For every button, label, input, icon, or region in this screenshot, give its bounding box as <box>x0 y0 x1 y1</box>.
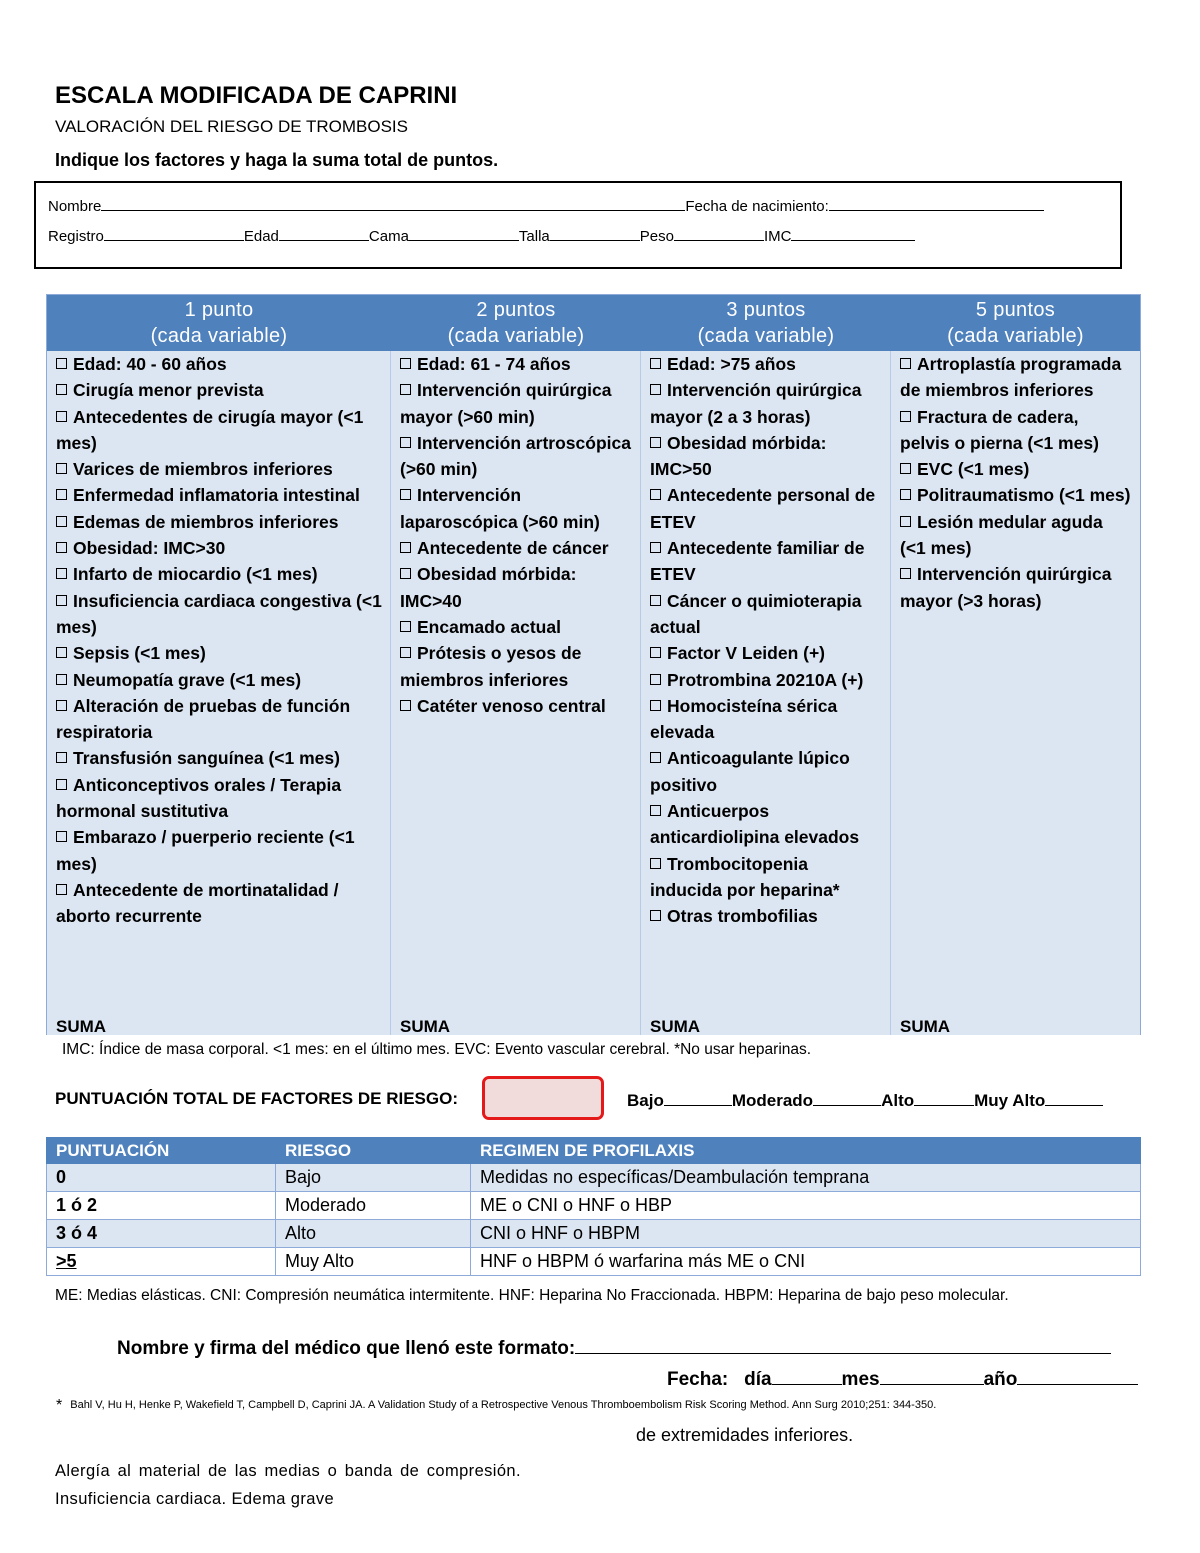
factor-label: Sepsis (<1 mes) <box>73 643 206 664</box>
factor-item <box>56 377 382 403</box>
factor-item <box>56 745 382 771</box>
registro-field[interactable] <box>104 226 244 241</box>
checkbox-icon[interactable] <box>900 411 911 422</box>
checkbox-icon[interactable] <box>400 568 411 579</box>
risk-bajo-field[interactable] <box>664 1089 732 1106</box>
contraindications-text: Alergía al material de las medias o banda de compresión. Insuficiencia cardiaca. Edema grave <box>55 1462 521 1508</box>
prophylaxis-table <box>46 1137 1141 1276</box>
checkbox-icon[interactable] <box>400 700 411 711</box>
checkbox-icon[interactable] <box>650 752 661 763</box>
risk-category-selector <box>627 1089 1103 1111</box>
header-puntuacion: PUNTUACIÓN <box>47 1138 276 1164</box>
factor-label: Intervención quirúrgica mayor (2 a 3 horas) <box>650 380 862 427</box>
factor-label: Anticuerpos anticardiolipina elevados <box>650 801 860 848</box>
factor-item <box>56 509 382 535</box>
dia-label: día <box>744 1369 772 1390</box>
factor-item <box>650 667 882 693</box>
regimen-cell: ME o CNI o HNF o HBP <box>471 1192 1141 1220</box>
factor-item <box>400 535 632 561</box>
factor-item <box>900 351 1132 404</box>
checkbox-icon[interactable] <box>400 489 411 500</box>
reference-marker: * <box>56 1397 63 1414</box>
factor-label: Infarto de miocardio (<1 mes) <box>73 564 318 585</box>
risk-cell: Moderado <box>276 1192 471 1220</box>
text-fragment: de extremidades inferiores. <box>636 1425 854 1445</box>
page-subtitle: VALORACIÓN DEL RIESGO DE TROMBOSIS <box>55 117 408 136</box>
risk-muy-alto-label: Muy Alto <box>974 1091 1046 1110</box>
factor-item <box>650 588 882 641</box>
factor-item <box>400 377 632 430</box>
factor-label: Insuficiencia cardiaca congestiva (<1 mes) <box>56 590 382 637</box>
factor-column-3 <box>641 351 891 1035</box>
regimen-cell: CNI o HNF o HBPM <box>471 1220 1141 1248</box>
checkbox-icon[interactable] <box>56 358 67 369</box>
factor-label: Neumopatía grave (<1 mes) <box>73 669 302 690</box>
checkbox-icon[interactable] <box>400 621 411 632</box>
risk-factors-header <box>47 295 1140 351</box>
peso-field[interactable] <box>674 226 764 241</box>
checkbox-icon[interactable] <box>56 831 67 842</box>
fecha-nacimiento-field[interactable] <box>829 196 1044 211</box>
score-cell: >5 <box>47 1248 276 1276</box>
checkbox-icon[interactable] <box>900 568 911 579</box>
col-header-2: 2 puntos (cada variable) <box>447 299 585 347</box>
regimen-cell: Medidas no específicas/Deambulación temprana <box>471 1164 1141 1192</box>
factor-item <box>650 798 882 851</box>
checkbox-icon[interactable] <box>56 542 67 553</box>
factor-item <box>56 482 382 508</box>
risk-bajo-label: Bajo <box>627 1091 664 1110</box>
physician-signature-label: Nombre y firma del médico que llenó este formato: <box>117 1338 576 1359</box>
factor-item <box>56 877 382 930</box>
factor-item <box>900 509 1132 562</box>
checkbox-icon[interactable] <box>56 884 67 895</box>
imc-label: IMC <box>763 228 792 245</box>
factor-item <box>400 561 632 614</box>
factor-item <box>400 430 632 483</box>
patient-info-box <box>34 181 1122 269</box>
suma-label: SUMA <box>900 1017 951 1036</box>
suma-label: SUMA <box>56 1017 107 1036</box>
factor-label: Alteración de pruebas de función respiratoria <box>56 695 351 743</box>
factor-item <box>56 824 382 877</box>
checkbox-icon[interactable] <box>400 542 411 553</box>
factor-label: Protrombina 20210A (+) <box>667 669 864 690</box>
factor-label: Otras trombofilias <box>667 906 818 927</box>
anio-field[interactable] <box>1017 1366 1138 1385</box>
mes-field[interactable] <box>880 1366 984 1385</box>
imc-field[interactable] <box>791 226 915 241</box>
checkbox-icon[interactable] <box>900 516 911 527</box>
factor-label: Varices de miembros inferiores <box>73 459 333 480</box>
checkbox-icon[interactable] <box>56 463 67 474</box>
factor-label: Fractura de cadera, pelvis o pierna (<1 mes) <box>900 406 1099 453</box>
regimen-cell: HNF o HBPM ó warfarina más ME o CNI <box>471 1248 1141 1276</box>
factor-label: Obesidad: IMC>30 <box>73 538 226 559</box>
factor-label: Antecedente de mortinatalidad / aborto recurrente <box>56 879 339 927</box>
factor-item <box>650 430 882 483</box>
header-riesgo: RIESGO <box>276 1138 471 1164</box>
reference-text: Bahl V, Hu H, Henke P, Wakefield T, Campbell D, Caprini JA. A Validation Study of a Retrospective Venous Thromboembolism Risk Scoring Method. Ann Surg 2010;251: 344-350. <box>70 1399 937 1411</box>
risk-alto-label: Alto <box>881 1091 915 1110</box>
checkbox-icon[interactable] <box>650 674 661 685</box>
factor-item <box>900 561 1132 614</box>
suma-label: SUMA <box>400 1017 451 1036</box>
factor-item <box>56 404 382 457</box>
factor-label: Intervención quirúrgica mayor (>3 horas) <box>900 564 1112 611</box>
physician-signature-field[interactable] <box>575 1335 1111 1354</box>
checkbox-icon[interactable] <box>650 542 661 553</box>
edad-field[interactable] <box>279 226 369 241</box>
checkbox-icon[interactable] <box>400 647 411 658</box>
factor-label: Intervención laparoscópica (>60 min) <box>400 485 600 532</box>
factor-label: Lesión medular aguda (<1 mes) <box>900 511 1103 559</box>
suma-label: SUMA <box>650 1017 701 1036</box>
checkbox-icon[interactable] <box>900 358 911 369</box>
risk-cell: Bajo <box>276 1164 471 1192</box>
cama-field[interactable] <box>409 226 519 241</box>
factor-item <box>400 614 632 640</box>
factor-label: Antecedente familiar de ETEV <box>650 538 865 585</box>
factor-item <box>56 667 382 693</box>
checkbox-icon[interactable] <box>650 358 661 369</box>
factor-item <box>900 482 1132 508</box>
checkbox-icon[interactable] <box>56 700 67 711</box>
factor-label: Intervención artroscópica (>60 min) <box>400 432 631 480</box>
col-header-5: 5 puntos (cada variable) <box>947 299 1084 347</box>
factor-label: Catéter venoso central <box>417 695 606 716</box>
factor-label: Antecedentes de cirugía mayor (<1 mes) <box>56 406 364 453</box>
factor-label: Embarazo / puerperio reciente (<1 mes) <box>56 827 355 874</box>
checkbox-icon[interactable] <box>650 858 661 869</box>
factor-item <box>56 693 382 746</box>
score-cell: 0 <box>47 1164 276 1192</box>
checkbox-icon[interactable] <box>56 411 67 422</box>
factor-label: Factor V Leiden (+) <box>667 643 826 664</box>
factor-label: Homocisteína sérica elevada <box>650 695 838 743</box>
checkbox-icon[interactable] <box>56 595 67 606</box>
factor-item <box>56 351 382 377</box>
factor-label: Enfermedad inflamatoria intestinal <box>73 485 360 506</box>
checkbox-icon[interactable] <box>56 568 67 579</box>
score-cell: 1 ó 2 <box>47 1192 276 1220</box>
table-row <box>47 1164 1141 1192</box>
checkbox-icon[interactable] <box>650 489 661 500</box>
checkbox-icon[interactable] <box>400 437 411 448</box>
checkbox-icon[interactable] <box>56 752 67 763</box>
factor-item <box>56 535 382 561</box>
header-regimen: REGIMEN DE PROFILAXIS <box>471 1138 1141 1164</box>
factor-label: Anticonceptivos orales / Terapia hormonal sustitutiva <box>56 774 342 822</box>
checkbox-icon[interactable] <box>56 647 67 658</box>
factor-label: Transfusión sanguínea (<1 mes) <box>73 748 340 769</box>
factor-label: Obesidad mórbida: IMC>40 <box>400 564 577 611</box>
factor-item <box>400 693 632 719</box>
factor-label: Edad: 61 - 74 años <box>417 354 571 374</box>
col-header-1: 1 punto (cada variable) <box>150 299 288 347</box>
checkbox-icon[interactable] <box>56 674 67 685</box>
factor-item <box>650 640 882 666</box>
factor-label: Cirugía menor prevista <box>73 380 264 401</box>
checkbox-icon[interactable] <box>650 384 661 395</box>
factor-label: Cáncer o quimioterapia actual <box>650 590 862 637</box>
mes-label: mes <box>841 1369 880 1390</box>
factor-label: Artroplastía programada de miembros inferiores <box>900 354 1122 401</box>
dia-field[interactable] <box>772 1366 842 1385</box>
factor-label: Politraumatismo (<1 mes) <box>917 485 1131 506</box>
factor-label: Edad: 40 - 60 años <box>73 354 227 374</box>
factor-label: Antecedente personal de ETEV <box>650 485 876 532</box>
factor-label: Obesidad mórbida: IMC>50 <box>650 432 827 480</box>
prophylaxis-header-row <box>47 1138 1141 1164</box>
factor-column-5 <box>891 351 1140 1035</box>
factor-item <box>400 482 632 535</box>
score-cell: 3 ó 4 <box>47 1220 276 1248</box>
total-score-input[interactable] <box>482 1076 604 1120</box>
risk-muy-alto-field[interactable] <box>1045 1089 1103 1106</box>
abbreviations-note: IMC: Índice de masa corporal. <1 mes: en el último mes. EVC: Evento vascular cerebral. *No usar heparinas. <box>62 1041 812 1058</box>
total-score-label: PUNTUACIÓN TOTAL DE FACTORES DE RIESGO: <box>55 1089 458 1108</box>
factor-item <box>900 404 1132 457</box>
registro-label: Registro <box>48 228 104 245</box>
risk-cell: Muy Alto <box>276 1248 471 1276</box>
reference-citation <box>56 1397 936 1415</box>
factor-item <box>650 351 882 377</box>
checkbox-icon[interactable] <box>400 358 411 369</box>
table-row <box>47 1192 1141 1220</box>
instructions: Indique los factores y haga la suma total de puntos. <box>55 150 499 170</box>
factor-label: Edad: >75 años <box>667 354 796 374</box>
peso-label: Peso <box>639 228 674 245</box>
factor-item <box>900 456 1132 482</box>
checkbox-icon[interactable] <box>650 700 661 711</box>
checkbox-icon[interactable] <box>56 489 67 500</box>
risk-factors-body <box>47 351 1140 1035</box>
factor-item <box>56 772 382 825</box>
factor-label: Prótesis o yesos de miembros inferiores <box>400 643 582 690</box>
risk-cell: Alto <box>276 1220 471 1248</box>
factor-label: Antecedente de cáncer <box>417 538 609 559</box>
factor-item <box>650 903 882 929</box>
factor-item <box>56 561 382 587</box>
factor-item <box>650 745 882 798</box>
factor-label: Trombocitopenia inducida por heparina* <box>650 853 840 900</box>
factor-item <box>650 851 882 904</box>
factor-column-2 <box>391 351 641 1035</box>
checkbox-icon[interactable] <box>56 516 67 527</box>
factor-label: Encamado actual <box>417 616 561 637</box>
factor-item <box>400 351 632 377</box>
checkbox-icon[interactable] <box>650 437 661 448</box>
factor-item <box>56 588 382 641</box>
date-line <box>667 1366 1138 1391</box>
factor-item <box>650 482 882 535</box>
talla-field[interactable] <box>550 226 640 241</box>
talla-label: Talla <box>518 228 550 245</box>
checkbox-icon[interactable] <box>56 384 67 395</box>
factor-item <box>400 640 632 693</box>
anio-label: año <box>983 1369 1018 1390</box>
factor-item <box>650 693 882 746</box>
risk-moderado-label: Moderado <box>731 1091 814 1110</box>
checkbox-icon[interactable] <box>650 910 661 921</box>
checkbox-icon[interactable] <box>650 647 661 658</box>
checkbox-icon[interactable] <box>900 489 911 500</box>
risk-alto-field[interactable] <box>914 1089 974 1106</box>
factor-item <box>650 535 882 588</box>
factor-label: EVC (<1 mes) <box>917 459 1030 480</box>
prophylaxis-abbreviations-note: ME: Medias elásticas. CNI: Compresión neumática intermitente. HNF: Heparina No Fraccionada. HBPM: Heparina de bajo peso molecular. <box>55 1287 1009 1304</box>
factor-column-1 <box>47 351 391 1035</box>
factor-label: Intervención quirúrgica mayor (>60 min) <box>400 380 612 427</box>
checkbox-icon[interactable] <box>56 779 67 790</box>
factor-item <box>56 640 382 666</box>
checkbox-icon[interactable] <box>900 463 911 474</box>
col-header-3: 3 puntos (cada variable) <box>697 299 835 347</box>
factor-item <box>650 377 882 430</box>
physician-signature-line <box>117 1335 1111 1360</box>
factor-item <box>56 456 382 482</box>
cama-label: Cama <box>368 228 409 245</box>
fecha-nacimiento-label: Fecha de nacimiento: <box>685 198 829 215</box>
edad-label: Edad <box>243 228 279 245</box>
risk-moderado-field[interactable] <box>813 1089 881 1106</box>
factor-label: Edemas de miembros inferiores <box>73 511 339 532</box>
table-row <box>47 1248 1141 1276</box>
risk-factors-table <box>46 294 1141 1035</box>
checkbox-icon[interactable] <box>650 595 661 606</box>
checkbox-icon[interactable] <box>400 384 411 395</box>
factor-label: Anticoagulante lúpico positivo <box>650 748 850 795</box>
nombre-field[interactable] <box>101 196 685 211</box>
checkbox-icon[interactable] <box>650 805 661 816</box>
nombre-label: Nombre <box>48 198 102 215</box>
page-title: ESCALA MODIFICADA DE CAPRINI <box>55 82 458 109</box>
fecha-label: Fecha: <box>667 1369 729 1390</box>
table-row <box>47 1220 1141 1248</box>
